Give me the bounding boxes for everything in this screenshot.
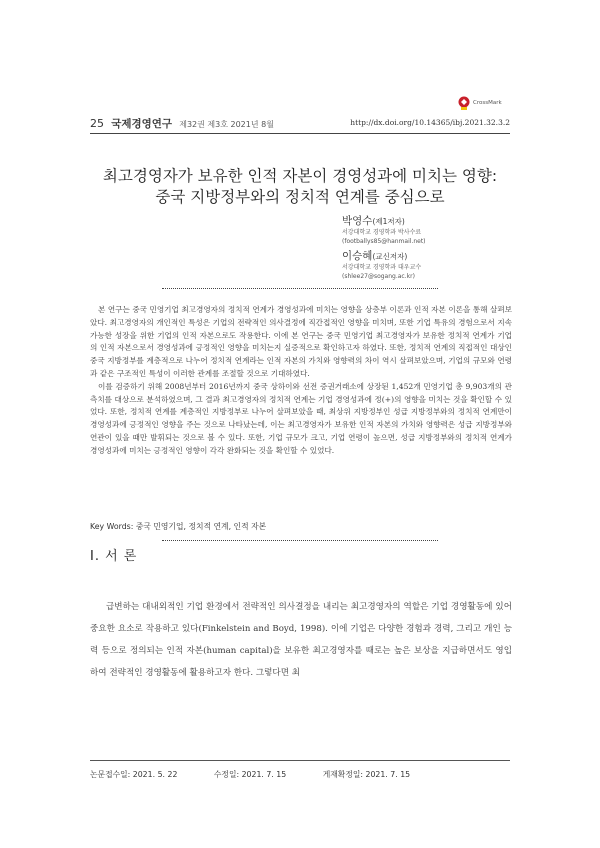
abstract-top-divider [162, 288, 438, 289]
author-2 [342, 248, 421, 281]
author-2-email[interactable]: (shlee27@sogang.ac.kr) [342, 273, 415, 280]
author-2-name: 이승혜 [342, 250, 373, 262]
crossmark-badge[interactable] [458, 96, 502, 110]
abstract-paragraph-2: 이를 검증하기 위해 2008년부터 2016년까지 중국 상하이와 선전 증권거래소에 상장된 1,452개 민영기업 총 9,903개의 관측치를 대상으로 분석하였으며, 그 결과 최고경영자의 정치적 연계는 기업 경영성과에 정(+)의 영향을 미치는 것을 확인할 수 있었다. 또한, 정치적 연계를 계층적인 지방정부로 나누어 살펴보았을 때, 최상위 지방정부인 성급 지방정부와의 정치적 연계만이 경영성과에 긍정적인 영향을 주는 것으로 나타났는데, 이는 최고경영자가 보유한 인적 자본의 가치와 영향력은 성급 지방정부와 연관이 있을 때만 발휘되는 것으로 볼 수 있다. 또한, 기업 규모가 크고, 기업 연령이 높으면, 성급 지방정부와의 정치적 연계가 경영성과에 미치는 긍정적인 영향이 각각 완화되는 것을 확인할 수 있었다. [90, 381, 512, 455]
journal-volume: 제32권 제3호 2021년 8월 [179, 120, 274, 129]
running-header [90, 116, 274, 131]
doi-link[interactable]: http://dx.doi.org/10.14365/ibj.2021.32.3.2 [350, 118, 510, 127]
section-heading: Ⅰ. 서 론 [90, 549, 138, 564]
author-2-role: (교신저자) [372, 252, 408, 261]
author-2-name-line [342, 248, 421, 263]
body-paragraph: 급변하는 대내외적인 기업 환경에서 전략적인 의사결정을 내리는 최고경영자의 역할은 기업 경영활동에 있어 중요한 요소로 작용하고 있다(Finkelstein and Boyd, 1998). 이에 기업은 다양한 경험과 경력, 그리고 개인 능력 등으로 정의되는 인적 자본(human capital)을 보유한 최고경영자를 때로는 높은 보상을 지급하면서도 영입하여 전략적인 경영활동에 활용하고자 한다. 그렇다면 최 [90, 602, 512, 678]
keywords [90, 521, 266, 532]
crossmark-label: CrossMark [473, 100, 502, 106]
submission-dates [90, 769, 444, 780]
body-text [90, 596, 512, 684]
keywords-label: Key Words: [90, 522, 134, 531]
author-1-email[interactable]: (footballys85@hanmail.net) [342, 238, 426, 245]
revised-date: 수정일: 2021. 7. 15 [213, 770, 287, 779]
paper-title-line-2: 중국 지방정부와의 정치적 연계를 중심으로 [155, 188, 445, 206]
journal-name: 국제경영연구 [111, 118, 173, 130]
author-2-affiliation: 서강대학교 경영학과 대우교수 [342, 264, 422, 271]
accepted-date: 게재확정일: 2021. 7. 15 [322, 770, 411, 779]
page-number: 25 [90, 117, 104, 130]
abstract-paragraph-1: 본 연구는 중국 민영기업 최고경영자의 정치적 연계가 경영성과에 미치는 영향을 상층부 이론과 인적 자본 이론을 통해 살펴보았다. 최고경영자의 개인적인 특성은 기업의 전략적인 의사결정에 직간접적인 영향을 미치며, 또한 기업 특유의 경험으로서 지속가능한 성장을 위한 기업의 인적 자본으로도 작용한다. 이에 본 연구는 중국 민영기업 최고경영자가 보유한 정치적 연계가 기업의 인적 자본으로서 경영성과에 긍정적인 영향을 미치는지 실증적으로 확인하고자 하였다. 또한, 정치적 연계의 직접적인 대상인 중국 지방정부를 계층적으로 나누어 정치적 연계라는 인적 자본의 가치와 영향력의 차이 역시 살펴보았으며, 기업의 규모와 연령과 같은 구조적인 특성이 이러한 관계를 조절할 것으로 기대하였다. [90, 305, 512, 378]
crossmark-icon [458, 96, 470, 110]
abstract [90, 304, 512, 458]
abstract-bottom-divider [162, 540, 438, 541]
header-rule [90, 133, 510, 134]
author-1-affiliation: 서강대학교 경영학과 박사수료 [342, 229, 422, 236]
paper-title-line-1: 최고경영자가 보유한 인적 자본이 경영성과에 미치는 영향: [102, 167, 498, 185]
author-1-name-line [342, 213, 426, 228]
keywords-value: 중국 민영기업, 정치적 연계, 인적 자본 [135, 522, 267, 531]
author-1 [342, 213, 426, 246]
footer-rule [90, 760, 510, 761]
author-1-name: 박영수 [342, 215, 373, 227]
author-1-role: (제1저자) [372, 217, 405, 226]
received-date: 논문접수일: 2021. 5. 22 [90, 770, 178, 779]
